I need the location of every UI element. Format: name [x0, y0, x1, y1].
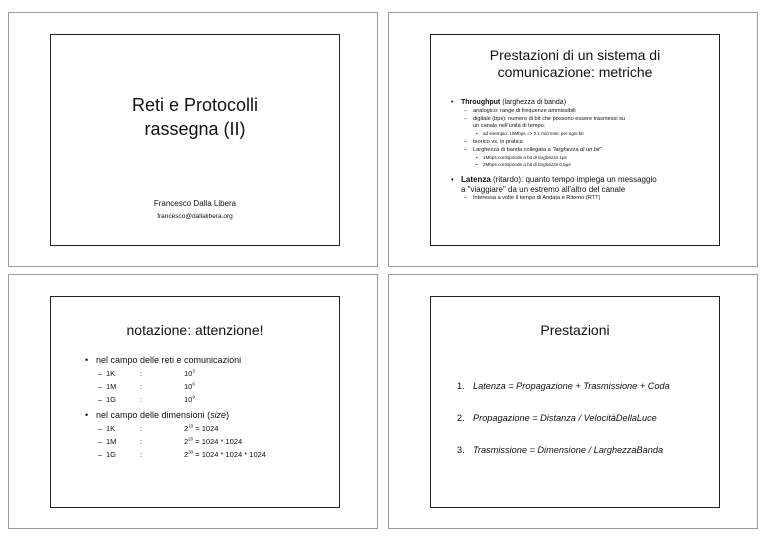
- slide-2-title-line1: Prestazioni di un sistema di: [489, 47, 661, 63]
- equation-propagazione: [457, 413, 657, 423]
- notation-value: [184, 395, 195, 404]
- dash-icon: –: [464, 108, 468, 114]
- dash-icon: –: [464, 139, 468, 145]
- dash-icon: –: [464, 116, 468, 122]
- bullet-dot-icon: •: [85, 355, 89, 365]
- slide-4: [430, 296, 720, 508]
- page-1: [8, 12, 378, 267]
- notation-value: [184, 450, 266, 459]
- sub-1mbps: [476, 155, 567, 161]
- value-exponent: 20: [188, 436, 194, 442]
- slide-3: [50, 296, 340, 508]
- bullet-dot-icon: •: [476, 131, 478, 136]
- dash-icon: –: [98, 382, 103, 391]
- bullet-dimensioni-italic: size: [210, 410, 227, 420]
- dash-icon: –: [98, 395, 103, 404]
- colon: :: [140, 450, 143, 459]
- dash-icon: –: [98, 437, 103, 446]
- bullet-dot-icon: •: [451, 99, 454, 106]
- colon: :: [140, 395, 143, 404]
- value-exponent: 9: [192, 394, 195, 400]
- colon: :: [140, 369, 143, 378]
- slide-2-title-line2: comunicazione: metriche: [497, 64, 653, 80]
- slide-1: [50, 34, 340, 246]
- equation-number: 3.: [457, 445, 465, 455]
- page-3: [8, 274, 378, 529]
- dash-icon: –: [464, 147, 468, 153]
- slide-4-title: Prestazioni: [540, 322, 610, 338]
- page-2: [388, 12, 758, 267]
- bullet-throughput-bold: Throughput: [461, 99, 501, 106]
- bullet-latenza-rest: (ritardo): quanto tempo impiega un messaggio: [490, 175, 657, 184]
- value-base: 2: [184, 450, 189, 459]
- bullet-dot-icon: •: [85, 410, 89, 420]
- sub-rtt-text: Interessa a volte il tempo di Andata e Ritorno (RTT): [473, 195, 601, 201]
- equation-trasmissione: [457, 445, 663, 455]
- bullet-reti-text: nel campo delle reti e comunicazioni: [96, 355, 242, 365]
- sub-2mbps-italic: larghezza: [538, 162, 559, 167]
- bullet-dot-icon: •: [476, 155, 478, 160]
- bullet-latenza-line2: a "viaggiare" da un estremo all'altro del canale: [461, 184, 626, 194]
- dash-icon: –: [98, 450, 103, 459]
- dash-icon: –: [98, 369, 103, 378]
- sub-2mbps: [476, 162, 571, 168]
- equation-text: Trasmissione = Dimensione / LarghezzaBanda: [473, 445, 664, 455]
- equation-text: Propagazione = Distanza / VelocitàDellaLuce: [473, 413, 657, 423]
- sub-teorico: [464, 139, 523, 146]
- sub-1mbps-pre: 1Mbps corrisponde a bit di: [483, 155, 539, 160]
- bullet-dimensioni: [85, 410, 230, 421]
- bullet-throughput-rest: (larghezza di banda): [500, 99, 567, 106]
- notation-value: [184, 382, 195, 391]
- value-exponent: 30: [188, 449, 194, 455]
- sub-digitale: [464, 116, 626, 129]
- slide-1-title-line1: Reti e Protocolli: [131, 95, 259, 115]
- slide-2: [430, 34, 720, 246]
- value-rest: = 1024 * 1024: [193, 437, 243, 446]
- slide-2-title: [441, 47, 709, 81]
- bullet-reti: [85, 355, 242, 366]
- colon: :: [140, 382, 143, 391]
- equation-text: Latenza = Propagazione + Trasmissione + Coda: [473, 381, 670, 391]
- value-exponent: 3: [192, 368, 195, 374]
- slide-3-title: notazione: attenzione!: [126, 322, 264, 338]
- bullet-dimensioni-text: nel campo delle dimensioni (: [96, 410, 211, 420]
- notation-value: [184, 424, 218, 433]
- slide-1-title: [51, 93, 339, 141]
- value-rest: = 1024: [193, 424, 219, 433]
- bullet-dimensioni-close: ): [226, 410, 230, 420]
- value-exponent: 6: [192, 381, 195, 387]
- notation-label: 1M: [106, 382, 117, 391]
- value-base: 10: [184, 395, 193, 404]
- notation-label: 1K: [106, 424, 116, 433]
- notation-label: 1K: [106, 369, 116, 378]
- sub-2mbps-pre: 2Mbps corrisponde a bit di: [483, 162, 539, 167]
- bullet-dot-icon: •: [476, 162, 478, 167]
- sub-1mbps-italic: larghezza: [538, 155, 559, 160]
- author-name: Francesco Dalla Libera: [153, 199, 237, 208]
- author-email: francesco@dallalibera.org: [157, 213, 233, 220]
- bullet-throughput: [451, 99, 567, 107]
- value-base: 10: [184, 382, 193, 391]
- notation-label: 1M: [106, 437, 117, 446]
- value-rest: = 1024 * 1024 * 1024: [193, 450, 266, 459]
- slide-1-title-line2: rassegna (II): [144, 119, 246, 139]
- value-base: 10: [184, 369, 193, 378]
- sub-analogico-text: analogico: range di frequenze ammissibili: [473, 108, 576, 114]
- dash-icon: –: [464, 195, 468, 201]
- value-exponent: 10: [188, 423, 194, 429]
- bullet-latenza-bold: Latenza: [461, 175, 491, 184]
- sub-2mbps-post: 0.5µs: [558, 162, 571, 167]
- sub-larghezza: [464, 147, 602, 154]
- sub-teorico-text: teorico vs. in pratica: [473, 139, 523, 145]
- notation-label: 1G: [106, 395, 117, 404]
- colon: :: [140, 437, 143, 446]
- page-4: [388, 274, 758, 529]
- value-base: 2: [184, 437, 189, 446]
- notation-value: [184, 369, 195, 378]
- sub-example: [476, 131, 584, 137]
- notation-label: 1G: [106, 450, 117, 459]
- equation-number: 2.: [457, 413, 465, 423]
- sub-larghezza-text: Larghezza di banda collegata a: [473, 147, 553, 153]
- sub-rtt: [464, 195, 601, 202]
- equation-latenza: [457, 381, 670, 391]
- sub-example-text: ad esempio: 10Mbps => 0.1 microsec per ogni bit: [483, 131, 584, 136]
- bullet-dot-icon: •: [451, 175, 454, 184]
- sub-analogico: [464, 108, 576, 115]
- notation-value: [184, 437, 242, 446]
- value-base: 2: [184, 424, 189, 433]
- sub-digitale-line1: digitale (bps): numero di bit che possono essere trasmessi su: [473, 116, 626, 122]
- sub-digitale-line2: un canale nell'unità di tempo.: [473, 122, 546, 129]
- sub-larghezza-italic: "larghezza di un bit": [552, 147, 602, 153]
- colon: :: [140, 424, 143, 433]
- dash-icon: –: [98, 424, 103, 433]
- sub-1mbps-post: 1µs: [558, 155, 567, 160]
- bullet-latenza: [451, 175, 657, 194]
- equation-number: 1.: [457, 381, 465, 391]
